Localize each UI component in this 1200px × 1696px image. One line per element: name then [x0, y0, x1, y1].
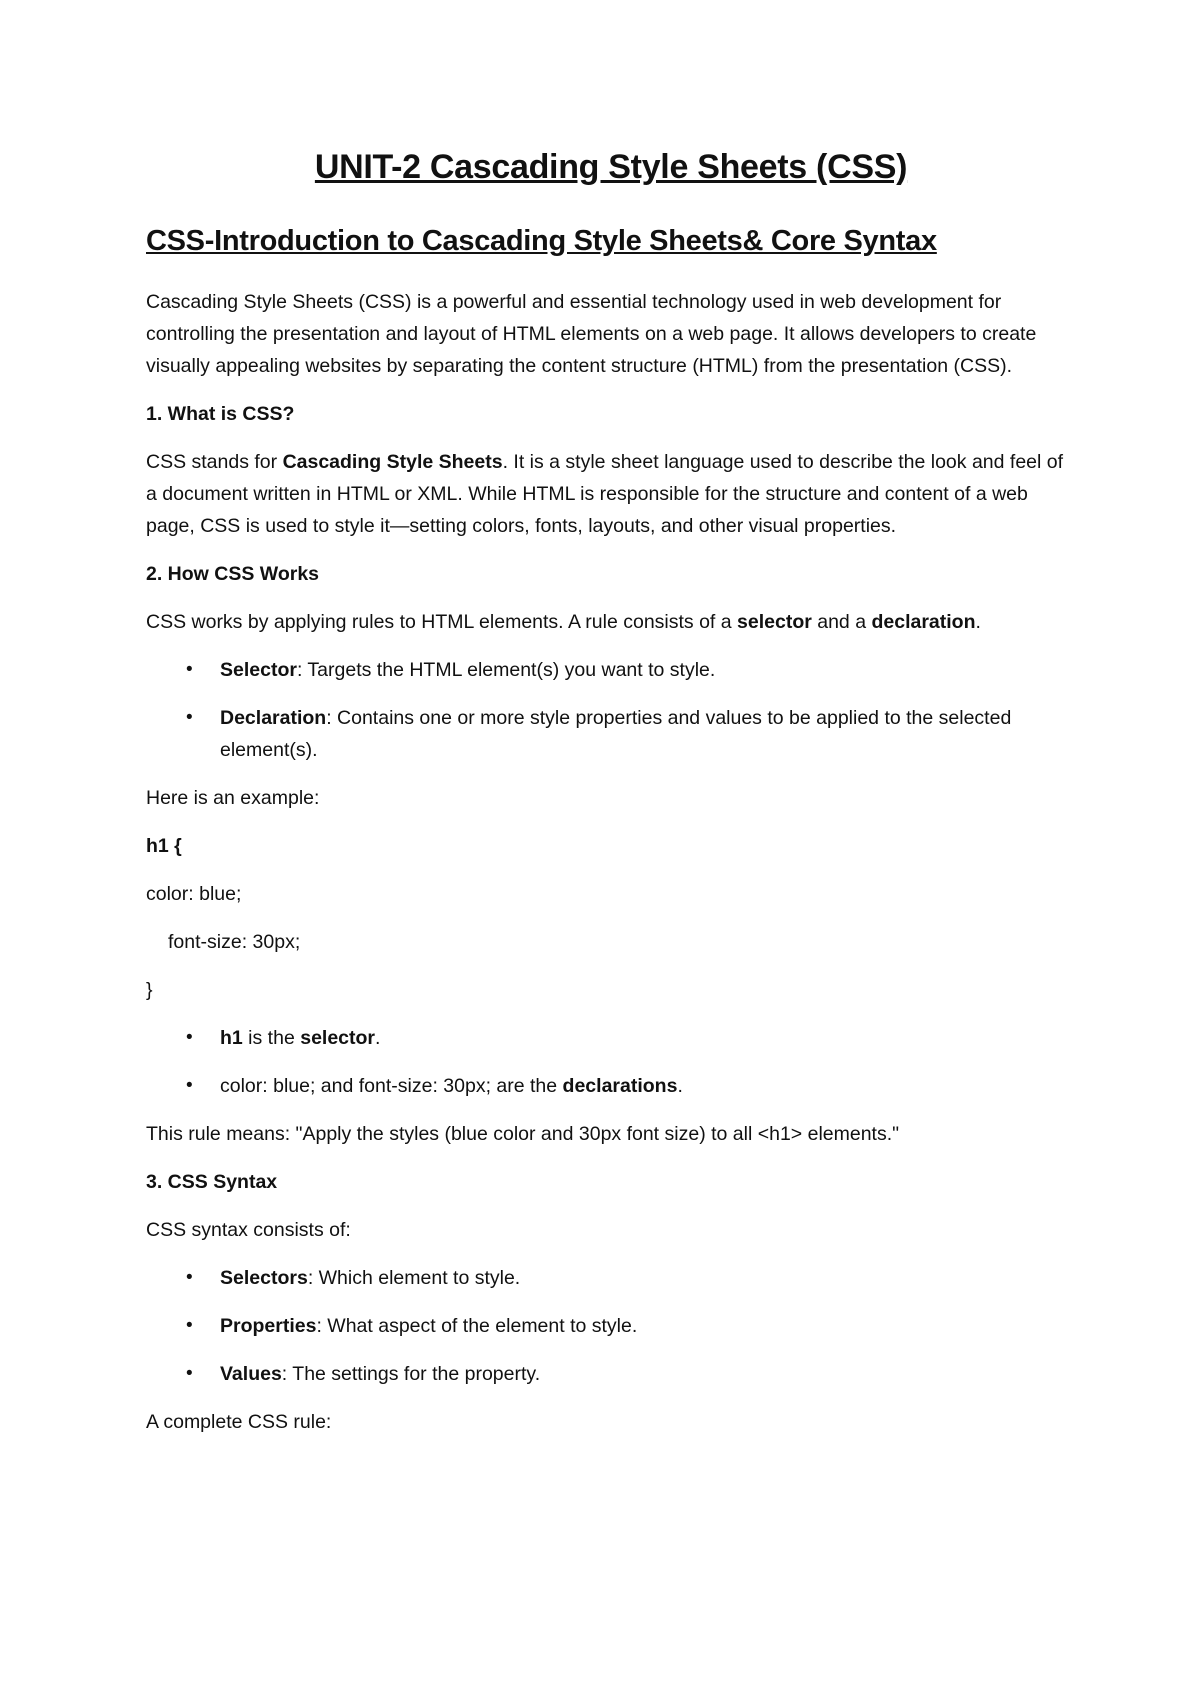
list-item: • Properties: What aspect of the element to style.	[146, 1310, 1076, 1342]
bullet-icon: •	[186, 1315, 193, 1336]
heading-what-is-css: 1. What is CSS?	[146, 403, 295, 425]
code-line: }	[146, 979, 153, 1001]
list-item: • color: blue; and font-size: 30px; are the declarations.	[146, 1070, 1076, 1102]
list-item: • Selector: Targets the HTML element(s) you want to style.	[146, 654, 1076, 686]
list-item: • h1 is the selector.	[146, 1022, 1076, 1054]
code-line: color: blue;	[146, 883, 242, 905]
code-line: h1 {	[146, 835, 182, 857]
closing-line: A complete CSS rule:	[146, 1411, 332, 1433]
page-title: UNIT-2 Cascading Style Sheets (CSS)	[314, 148, 908, 186]
bullet-icon: •	[186, 707, 193, 728]
bullet-icon: •	[186, 1267, 193, 1288]
css-syntax-intro: CSS syntax consists of:	[146, 1219, 351, 1241]
example-intro: Here is an example:	[146, 787, 320, 809]
syntax-parts-list	[146, 1262, 1076, 1390]
bullet-icon: •	[186, 659, 193, 680]
list-item: • Selectors: Which element to style.	[146, 1262, 1076, 1294]
rule-meaning: This rule means: "Apply the styles (blue color and 30px font size) to all <h1> elements."	[146, 1123, 900, 1145]
section-subtitle: CSS-Introduction to Cascading Style Sheets& Core Syntax	[146, 225, 937, 257]
list-item: • Declaration: Contains one or more style properties and values to be applied to the selected element(s).	[146, 702, 1076, 766]
code-line: font-size: 30px;	[168, 931, 301, 953]
intro-paragraph: Cascading Style Sheets (CSS) is a powerful and essential technology used in web development for controlling the presentation and layout of HTML elements on a web page. It allows developers to create visually appealing websites by separating the content structure (HTML) from the presentation (CSS).	[146, 291, 1037, 377]
how-css-works-paragraph: CSS works by applying rules to HTML elements. A rule consists of a selector and a declaration.	[146, 611, 981, 633]
heading-css-syntax: 3. CSS Syntax	[146, 1171, 278, 1193]
list-item: • Values: The settings for the property.	[146, 1358, 1076, 1390]
bullet-icon: •	[186, 1027, 193, 1048]
example-notes-list	[146, 1022, 1076, 1102]
bullet-icon: •	[186, 1363, 193, 1384]
bullet-icon: •	[186, 1075, 193, 1096]
document-body	[146, 148, 1076, 1454]
what-is-css-paragraph: CSS stands for Cascading Style Sheets. It is a style sheet language used to describe the look and feel of a document written in HTML or XML. While HTML is responsible for the structure and content of a web page, CSS is used to style it—setting colors, fonts, layouts, and other visual properties.	[146, 451, 1064, 537]
heading-how-css-works: 2. How CSS Works	[146, 563, 320, 585]
code-example	[146, 830, 1076, 1006]
rule-parts-list	[146, 654, 1076, 766]
